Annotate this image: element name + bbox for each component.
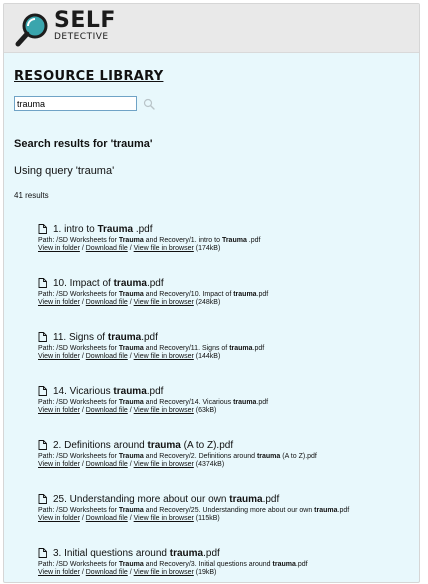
view-in-folder-link[interactable]: View in folder	[38, 569, 80, 576]
view-in-browser-link[interactable]: View file in browser	[133, 569, 194, 576]
result-path	[38, 561, 409, 568]
file-icon	[38, 494, 47, 504]
view-in-folder-link[interactable]: View in folder	[38, 245, 80, 252]
link-separator: /	[79, 245, 86, 252]
view-in-folder-link[interactable]: View in folder	[38, 353, 80, 360]
highlight-term: Trauma	[118, 561, 144, 568]
text-segment: .pdf	[203, 547, 220, 559]
text-segment: .pdf	[252, 345, 265, 352]
link-separator: /	[127, 569, 134, 576]
result-links	[38, 299, 409, 306]
link-separator: /	[79, 569, 86, 576]
text-segment: 2. Definitions around	[53, 439, 148, 451]
result-title-row	[38, 546, 409, 560]
text-segment: /SD Worksheets for	[54, 561, 119, 568]
result-path	[38, 345, 409, 352]
result-title	[53, 548, 220, 559]
result-title	[53, 278, 164, 289]
text-segment: (A to Z).pdf	[180, 439, 234, 451]
text-segment: .pdf	[141, 331, 158, 343]
highlight-term: trauma	[229, 345, 253, 352]
text-segment: 10. Impact of	[53, 277, 114, 289]
file-icon	[38, 548, 47, 558]
search-bar	[14, 96, 409, 111]
highlight-term: trauma	[256, 453, 281, 460]
file-size: (4374kB)	[195, 461, 225, 468]
file-size: (115kB)	[195, 515, 220, 522]
link-separator: /	[127, 407, 134, 414]
result-title	[53, 440, 233, 451]
highlight-term: Trauma	[118, 237, 144, 244]
highlight-term: Trauma	[118, 399, 144, 406]
result-item	[38, 546, 409, 583]
highlight-term: Trauma	[118, 345, 144, 352]
highlight-term: Trauma	[221, 237, 247, 244]
result-title	[53, 224, 153, 235]
file-size: (248kB)	[195, 299, 221, 306]
text-segment: 1. intro to	[53, 223, 98, 235]
result-item	[38, 276, 409, 330]
main-content	[4, 53, 419, 583]
result-links	[38, 407, 409, 414]
text-segment: .pdf	[337, 507, 350, 514]
logo-sub-text: DETECTIVE	[54, 32, 109, 42]
text-segment: 3. Initial questions around	[53, 547, 170, 559]
link-separator: /	[127, 515, 134, 522]
result-item	[38, 492, 409, 546]
text-segment: and Recovery/3. Initial questions around	[143, 561, 273, 568]
file-icon	[38, 440, 47, 450]
results-count: 41 results	[14, 191, 49, 200]
result-links	[38, 569, 409, 576]
file-icon	[38, 224, 47, 234]
text-segment: and Recovery/25. Understanding more about our own	[143, 507, 315, 514]
result-links	[38, 461, 409, 468]
path-label: Path:	[38, 237, 55, 244]
view-in-browser-link[interactable]: View file in browser	[133, 461, 194, 468]
text-segment: (A to Z).pdf	[280, 453, 317, 460]
path-label: Path:	[38, 399, 55, 406]
link-separator: /	[127, 299, 134, 306]
result-links	[38, 353, 409, 360]
highlight-term: Trauma	[118, 507, 144, 514]
result-title-row	[38, 222, 409, 236]
result-item	[38, 330, 409, 384]
file-size: (63kB)	[195, 407, 217, 414]
result-path	[38, 291, 409, 298]
search-icon[interactable]	[143, 98, 155, 110]
text-segment: .pdf	[146, 385, 164, 397]
text-segment: .pdf	[256, 399, 269, 406]
view-in-browser-link[interactable]: View file in browser	[133, 245, 194, 252]
download-file-link[interactable]: Download file	[85, 569, 128, 576]
text-segment: /SD Worksheets for	[54, 291, 119, 298]
download-file-link[interactable]: Download file	[85, 353, 128, 360]
result-links	[38, 245, 409, 252]
search-input[interactable]	[14, 96, 137, 111]
text-segment: /SD Worksheets for	[54, 507, 119, 514]
text-segment: /SD Worksheets for	[54, 345, 119, 352]
file-icon	[38, 332, 47, 342]
text-segment: .pdf	[146, 277, 164, 289]
logo-main-text: SELF	[54, 8, 116, 33]
download-file-link[interactable]: Download file	[85, 245, 128, 252]
link-separator: /	[79, 407, 86, 414]
link-separator: /	[127, 461, 134, 468]
file-icon	[38, 386, 47, 396]
download-file-link[interactable]: Download file	[85, 461, 128, 468]
result-title-row	[38, 384, 409, 398]
highlight-term: trauma	[229, 493, 263, 505]
text-segment: 11. Signs of	[53, 331, 108, 343]
text-segment: 25. Understanding more about our own	[53, 493, 230, 505]
text-segment: and Recovery/2. Definitions around	[143, 453, 257, 460]
results-heading: Search results for 'trauma'	[14, 138, 153, 150]
text-segment: and Recovery/11. Signs of	[143, 345, 230, 352]
view-in-folder-link[interactable]: View in folder	[38, 299, 80, 306]
results-list	[14, 222, 409, 583]
highlight-term: trauma	[233, 399, 257, 406]
highlight-term: Trauma	[97, 223, 134, 235]
download-file-link[interactable]: Download file	[85, 515, 128, 522]
path-label: Path:	[38, 453, 55, 460]
text-segment: /SD Worksheets for	[54, 399, 119, 406]
text-segment: and Recovery/14. Vicarious	[143, 399, 234, 406]
text-segment: /SD Worksheets for	[54, 237, 119, 244]
file-size: (19kB)	[195, 569, 217, 576]
result-title-row	[38, 330, 409, 344]
text-segment: and Recovery/10. Impact of	[143, 291, 234, 298]
page-frame	[3, 3, 420, 583]
file-icon	[38, 278, 47, 288]
link-separator: /	[79, 461, 86, 468]
result-title	[53, 386, 163, 397]
result-title	[53, 494, 279, 505]
download-file-link[interactable]: Download file	[85, 299, 128, 306]
result-title	[53, 332, 158, 343]
path-label: Path:	[38, 345, 55, 352]
highlight-term: trauma	[147, 439, 181, 451]
link-separator: /	[79, 515, 86, 522]
page-title: RESOURCE LIBRARY	[14, 69, 164, 84]
magnifier-logo-icon[interactable]	[14, 12, 50, 48]
highlight-term: Trauma	[118, 453, 144, 460]
path-label: Path:	[38, 561, 55, 568]
highlight-term: trauma	[113, 277, 147, 289]
view-in-folder-link[interactable]: View in folder	[38, 515, 80, 522]
file-size: (174kB)	[195, 245, 221, 252]
highlight-term: trauma	[107, 331, 142, 343]
path-label: Path:	[38, 291, 55, 298]
result-item	[38, 222, 409, 276]
result-title-row	[38, 438, 409, 452]
link-separator: /	[79, 353, 86, 360]
logo-wordmark[interactable]	[54, 10, 116, 42]
text-segment: .pdf	[246, 237, 261, 244]
result-path	[38, 453, 409, 460]
result-item	[38, 384, 409, 438]
download-file-link[interactable]: Download file	[85, 407, 128, 414]
text-segment: .pdf	[295, 561, 308, 568]
highlight-term: trauma	[169, 547, 204, 559]
view-in-browser-link[interactable]: View file in browser	[133, 353, 194, 360]
highlight-term: trauma	[113, 385, 147, 397]
text-segment: .pdf	[262, 493, 280, 505]
path-label: Path:	[38, 507, 55, 514]
view-in-folder-link[interactable]: View in folder	[38, 407, 80, 414]
result-path	[38, 507, 409, 514]
link-separator: /	[127, 353, 134, 360]
highlight-term: trauma	[272, 561, 296, 568]
highlight-term: trauma	[314, 507, 338, 514]
text-segment: /SD Worksheets for	[54, 453, 119, 460]
text-segment: .pdf	[256, 291, 269, 298]
link-separator: /	[79, 299, 86, 306]
result-title-row	[38, 276, 409, 290]
view-in-browser-link[interactable]: View file in browser	[133, 407, 194, 414]
highlight-term: trauma	[233, 291, 257, 298]
result-item	[38, 438, 409, 492]
result-links	[38, 515, 409, 522]
file-size: (144kB)	[195, 353, 221, 360]
view-in-browser-link[interactable]: View file in browser	[133, 515, 194, 522]
view-in-folder-link[interactable]: View in folder	[38, 461, 80, 468]
text-segment: .pdf	[133, 223, 153, 235]
result-path	[38, 237, 409, 244]
text-segment: 14. Vicarious	[53, 385, 114, 397]
highlight-term: Trauma	[118, 291, 144, 298]
view-in-browser-link[interactable]: View file in browser	[133, 299, 194, 306]
query-text: Using query 'trauma'	[14, 165, 115, 177]
link-separator: /	[127, 245, 134, 252]
result-path	[38, 399, 409, 406]
site-header	[4, 4, 419, 53]
text-segment: and Recovery/1. intro to	[143, 237, 222, 244]
result-title-row	[38, 492, 409, 506]
